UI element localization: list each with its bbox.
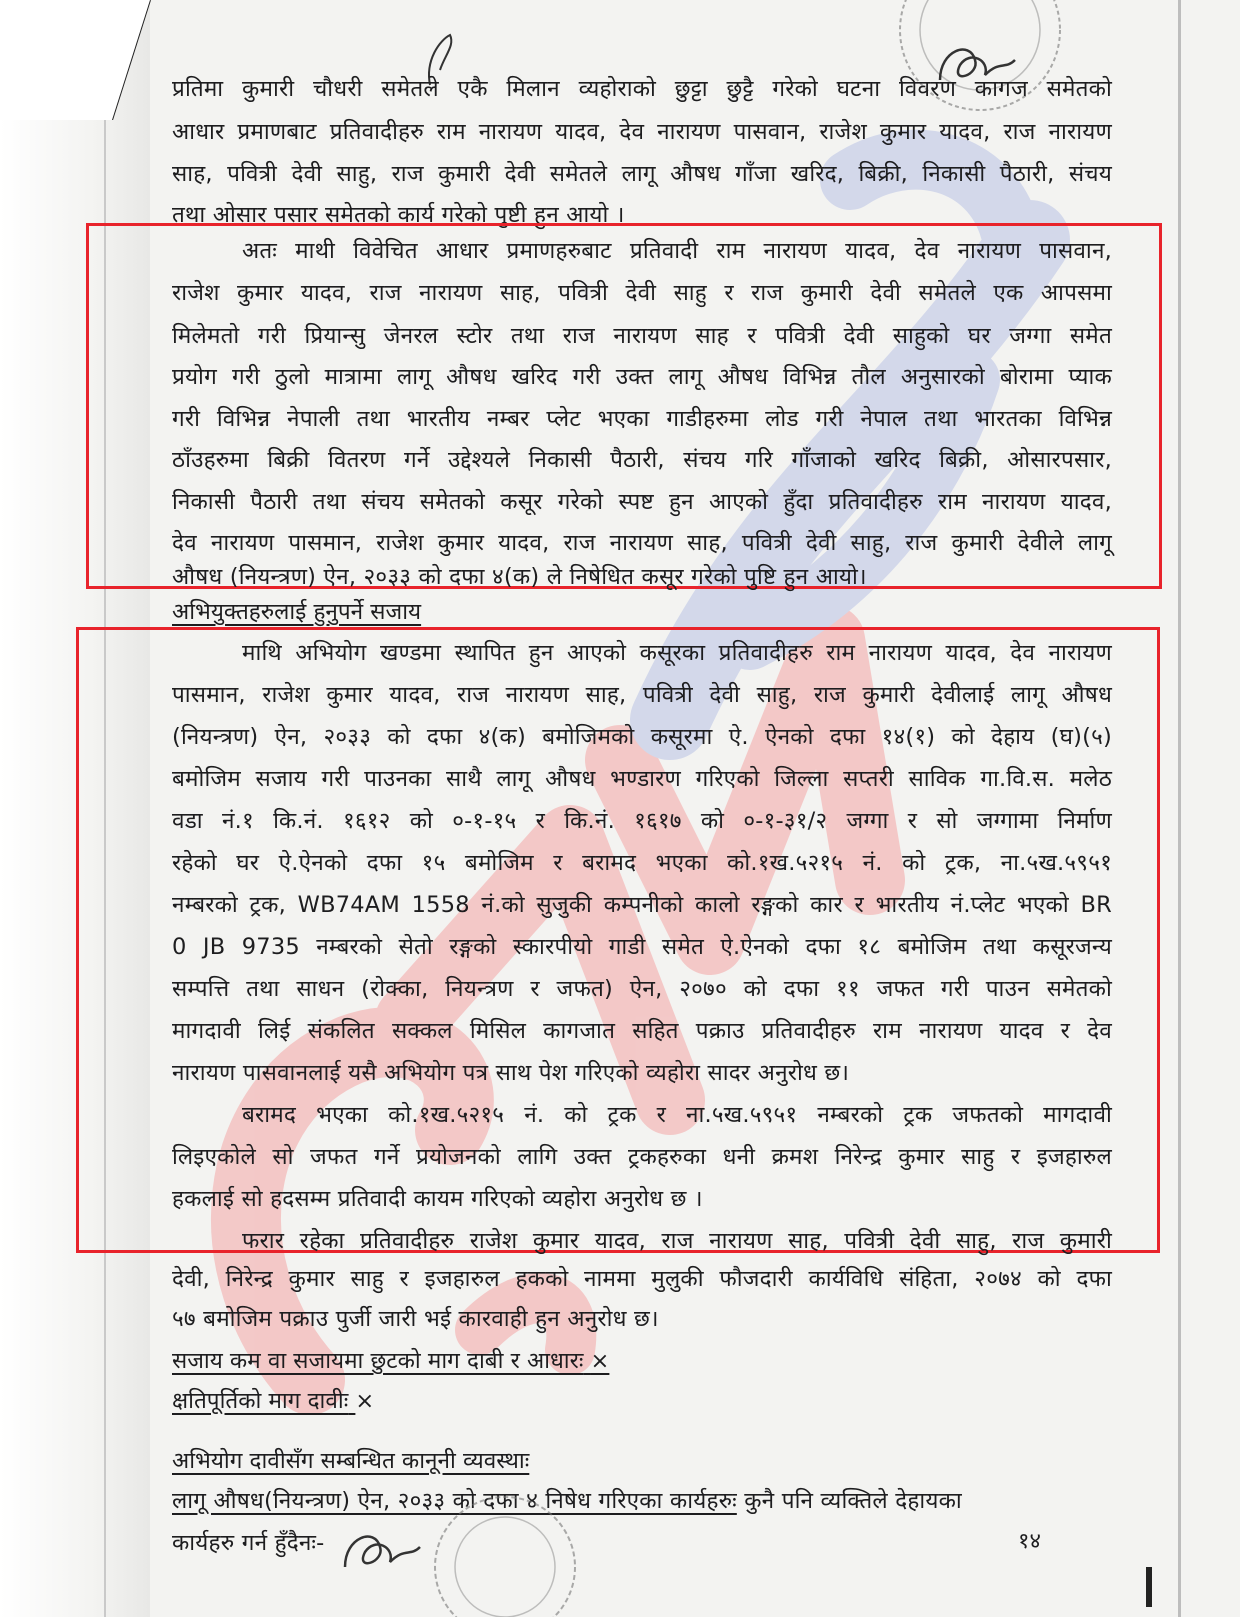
compensation-value: × bbox=[355, 1388, 375, 1414]
paragraph-2-line-5: गरी विभिन्न नेपाली तथा भारतीय नम्बर प्लेट भएका गाडीहरुमा लोड गरी नेपाल तथा भारतका विभिन्न bbox=[172, 406, 1112, 432]
paragraph-5-line-1: फरार रहेका प्रतिवादीहरु राजेश कुमार यादव, राज नारायण साह, पवित्री देवी साहु, राज कुमारी bbox=[242, 1228, 1112, 1254]
heading-reduction bbox=[172, 1346, 609, 1376]
paragraph-3-line-7: नम्बरको ट्रक, WB74AM 1558 नं.को सुजुकी कम्पनीको कालो रङ्गको कार र भारतीय नं.प्लेट भएको BR bbox=[172, 892, 1112, 918]
official-stamp-bottom bbox=[420, 1487, 590, 1617]
page-number: १४ bbox=[1018, 1529, 1041, 1554]
legal-line-2: कार्यहरु गर्न हुँदैनः- bbox=[172, 1530, 325, 1556]
paragraph-2-line-8: देव नारायण पासमान, राजेश कुमार यादव, राज नारायण साह, पवित्री देवी साहु, राज कुमारी देवीले लागू bbox=[172, 530, 1112, 556]
paragraph-5-line-3: ५७ बमोजिम पक्राउ पुर्जी जारी भई कारवाही हुन अनुरोध छ। bbox=[172, 1306, 659, 1332]
paragraph-1-line-2: आधार प्रमाणबाट प्रतिवादीहरु राम नारायण यादव, देव नारायण पासवान, राजेश कुमार यादव, राज नारायण bbox=[172, 119, 1112, 145]
paragraph-1-line-4: तथा ओसार पसार समेतको कार्य गरेको पुष्टी हुन आयो । bbox=[172, 202, 625, 228]
paragraph-2-line-6: ठाँउहरुमा बिक्री वितरण गर्ने उद्देश्यले निकासी पैठारी, संचय गरि गाँजाको खरिद बिक्री, ओसारपसार, bbox=[172, 447, 1112, 473]
paragraph-3-line-2: पासमान, राजेश कुमार यादव, राज नारायण साह, पवित्री देवी साहु, राज कुमारी देवीलाई लागू औषध bbox=[172, 682, 1112, 708]
paragraph-3-line-1: माथि अभियोग खण्डमा स्थापित हुन आएको कसूरका प्रतिवादीहरु राम नारायण यादव, देव नारायण bbox=[242, 640, 1112, 666]
paragraph-4-line-3: हकलाई सो हदसम्म प्रतिवादी कायम गरिएको व्यहोरा अनुरोध छ । bbox=[172, 1186, 703, 1212]
right-margin-rule bbox=[1178, 0, 1181, 1617]
paragraph-2-line-2: राजेश कुमार यादव, राज नारायण साह, पवित्री देवी साहु र राज कुमारी देवी समेतले एक आपसमा bbox=[172, 280, 1112, 306]
heading-reduction-text: सजाय कम वा सजायमा छुटको माग दाबी र आधारः bbox=[172, 1348, 584, 1374]
paragraph-3-line-9: सम्पत्ति तथा साधन (रोक्का, नियन्त्रण र जफत) ऐन, २०७० को दफा ११ जफत गरी पाउन समेतको bbox=[172, 976, 1112, 1002]
legal-line-rest: कुनै पनि व्यक्तिले देहायका bbox=[744, 1488, 962, 1514]
paragraph-5-line-2: देवी, निरेन्द्र कुमार साहु र इजहारुल हकको नाममा मुलुकी फौजदारी कार्यविधि संहिता, २०७४ को दफा bbox=[172, 1266, 1112, 1292]
scan-mark-bottom-right bbox=[1140, 1567, 1160, 1607]
paragraph-4-line-2: लिइएकोले सो जफत गर्ने प्रयोजनको लागि उक्त ट्रकहरुका धनी क्रमश निरेन्द्र कुमार साहु र इजहारुल bbox=[172, 1144, 1112, 1170]
heading-compensation bbox=[172, 1386, 374, 1416]
paragraph-3-line-10: मागदावी लिई संकलित सक्कल मिसिल कागजात सहित पक्राउ प्रतिवादीहरु राम नारायण यादव र देव bbox=[172, 1018, 1112, 1044]
paragraph-3-line-11: नारायण पासवानलाई यसै अभियोग पत्र साथ पेश गरिएको व्यहोरा सादर अनुरोध छ। bbox=[172, 1060, 850, 1086]
paragraph-2-line-9: औषध (नियन्त्रण) ऐन, २०३३ को दफा ४(क) ले निषेधित कसूर गरेको पुष्टि हुन आयो। bbox=[172, 564, 867, 590]
heading-punishment: अभियुक्तहरुलाई हुनुपर्ने सजाय bbox=[172, 599, 422, 625]
paragraph-2-line-7: निकासी पैठारी तथा संचय समेतको कसूर गरेको स्पष्ट हुन आएको हुँदा प्रतिवादीहरु राम नारायण यादव, bbox=[172, 489, 1112, 515]
heading-compensation-text: क्षतिपूर्तिको माग दावीः bbox=[172, 1388, 349, 1414]
paragraph-3-line-3: (नियन्त्रण) ऐन, २०३३ को दफा ४(क) बमोजिमको कसूरमा ऐ. ऐनको दफा १४(१) को देहाय (घ)(५) bbox=[172, 724, 1112, 750]
paragraph-2-line-1: अतः माथी विवेचित आधार प्रमाणहरुबाट प्रतिवादी राम नारायण यादव, देव नारायण पासवान, bbox=[242, 238, 1112, 264]
reduction-value: × bbox=[590, 1348, 610, 1374]
paragraph-4-line-1: बरामद भएका को.१ख.५२१५ नं. को ट्रक र ना.५ख.५९५१ नम्बरको ट्रक जफतको मागदावी bbox=[242, 1102, 1112, 1128]
paragraph-3-line-6: रहेको घर ऐ.ऐनको दफा १५ बमोजिम र बरामद भएका को.१ख.५२१५ नं. को ट्रक, ना.५ख.५९५१ bbox=[172, 850, 1112, 876]
paragraph-1-line-3: साह, पवित्री देवी साहु, राज कुमारी देवी समेतले लागू औषध गाँजा खरिद, बिक्री, निकासी पैठारी, संचय bbox=[172, 161, 1112, 187]
paragraph-3-line-5: वडा नं.१ कि.नं. १६१२ को ०-१-१५ र कि.नं. १६१७ को ०-१-३१/२ जग्गा र सो जग्गामा निर्माण bbox=[172, 808, 1112, 834]
paragraph-1-line-1: प्रतिमा कुमारी चौधरी समेतले एकै मिलान व्यहोराको छुट्टा छुट्टै गरेको घटना विवरण कागज समेतको bbox=[172, 76, 1112, 102]
paragraph-2-line-3: मिलेमतो गरी प्रियान्सु जेनरल स्टोर तथा राज नारायण साह र पवित्री देवी साहुको घर जग्गा समेत bbox=[172, 323, 1112, 349]
heading-legal: अभियोग दावीसँग सम्बन्धित कानूनी व्यवस्थाः bbox=[172, 1448, 530, 1474]
folded-corner bbox=[0, 0, 160, 120]
paragraph-2-line-4: प्रयोग गरी ठुलो मात्रामा लागू औषध खरिद गरी उक्त लागू औषध विभिन्न तौल अनुसारको बोरामा प्याक bbox=[172, 364, 1112, 390]
legal-line-1 bbox=[172, 1486, 1112, 1516]
legal-line-underlined: लागू औषध(नियन्त्रण) ऐन, २०३३ को दफा ४ निषेध गरिएका कार्यहरुः bbox=[172, 1488, 737, 1514]
signature-bottom bbox=[335, 1517, 425, 1587]
paragraph-3-line-8: 0 JB 9735 नम्बरको सेतो रङ्गको स्कारपीयो गाडी समेत ऐ.ऐनको दफा १८ बमोजिम तथा कसूरजन्य bbox=[172, 934, 1112, 960]
paragraph-3-line-4: बमोजिम सजाय गरी पाउनका साथै लागू औषध भण्डारण गरिएको जिल्ला सप्तरी साविक गा.वि.स. मलेठ bbox=[172, 766, 1112, 792]
